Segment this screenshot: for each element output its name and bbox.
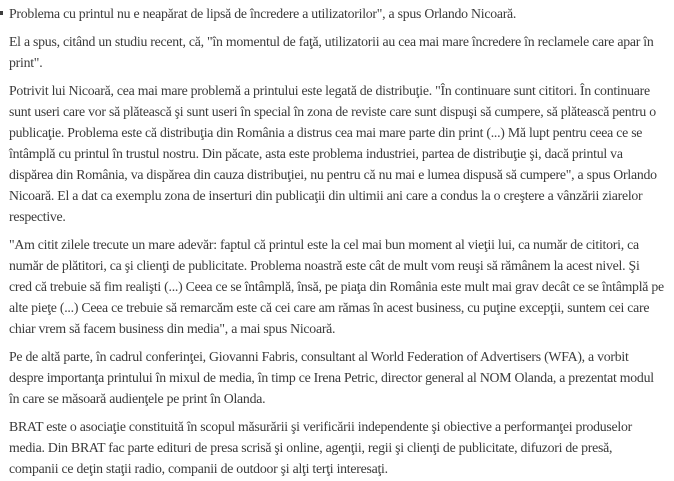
paragraph-text: El a spus, citând un studiu recent, că, "în momentul de faţă, utilizatorii au cea mai mare încredere în reclamele care apar în print".	[9, 34, 654, 70]
paragraph-text: Potrivit lui Nicoară, cea mai mare problemă a printului este legată de distribuţie. "În continuare sunt cititori. În continuare sunt useri care vor să plătească şi sunt useri în special în zona de reviste care sunt dispuşi să cumpere, să plătească pentru o publicaţie. Problema este că distribuţia din România a distrus cea mai mare parte din print (...) Mă lupt pentru ceea ce se întâmplă cu printul în trustul nostru. Din păcate, asta este problema industriei, partea de distribuţie şi, dacă printul va dispărea din România, va dispărea din cauza distribuţiei, nu pentru că nu mai e lumea dispusă să cumpere", a spus Orlando Nicoară. El a dat ca exemplu zona de inserturi din publicaţii din ultimii ani care a condus la o creştere a vânzării ziarelor respective.	[9, 83, 657, 224]
paragraph-text: Problema cu printul nu e neapărat de lipsă de încredere a utilizatorilor", a spus Orlando Nicoară.	[9, 6, 517, 21]
paragraph-text: "Am citit zilele trecute un mare adevăr: faptul că printul este la cel mai bun moment al vieţii lui, ca număr de cititori, ca număr de plătitori, ca şi clienţi de publicitate. Problema noastră este cât de mult vom reuşi să rămânem la acest nivel. Şi cred că trebuie să fim realişti (...) Ceea ce se întâmplă, însă, pe piaţa din România este mult mai grav decât ce se întâmplă pe alte pieţe (...) Ceea ce trebuie să remarcăm este că cei care am rămas în acest business, cu puţine excepţii, suntem cei care chiar vrem să facem business din media", a mai spus Nicoară.	[9, 237, 664, 336]
article-body	[9, 3, 664, 479]
paragraph-text: Pe de altă parte, în cadrul conferinţei, Giovanni Fabris, consultant al World Federation of Advertisers (WFA), a vorbit despre importanţa printului în mixul de media, în timp ce Irena Petric, director general al NOM Olanda, a prezentat modul în care se măsoară audienţele pe print în Olanda.	[9, 349, 654, 406]
paragraph-text: BRAT este o asociaţie constituită în scopul măsurării şi verificării independente şi obiective a performanţei produselor media. Din BRAT fac parte edituri de presa scrisă şi online, agenţii, regii şi clienţi de publicitate, difuzori de presă, companii ce deţin staţii radio, companii de outdoor şi alţi terţi interesaţi.	[9, 419, 632, 476]
article-list-item	[9, 3, 664, 24]
list-bullet-icon	[0, 11, 3, 15]
